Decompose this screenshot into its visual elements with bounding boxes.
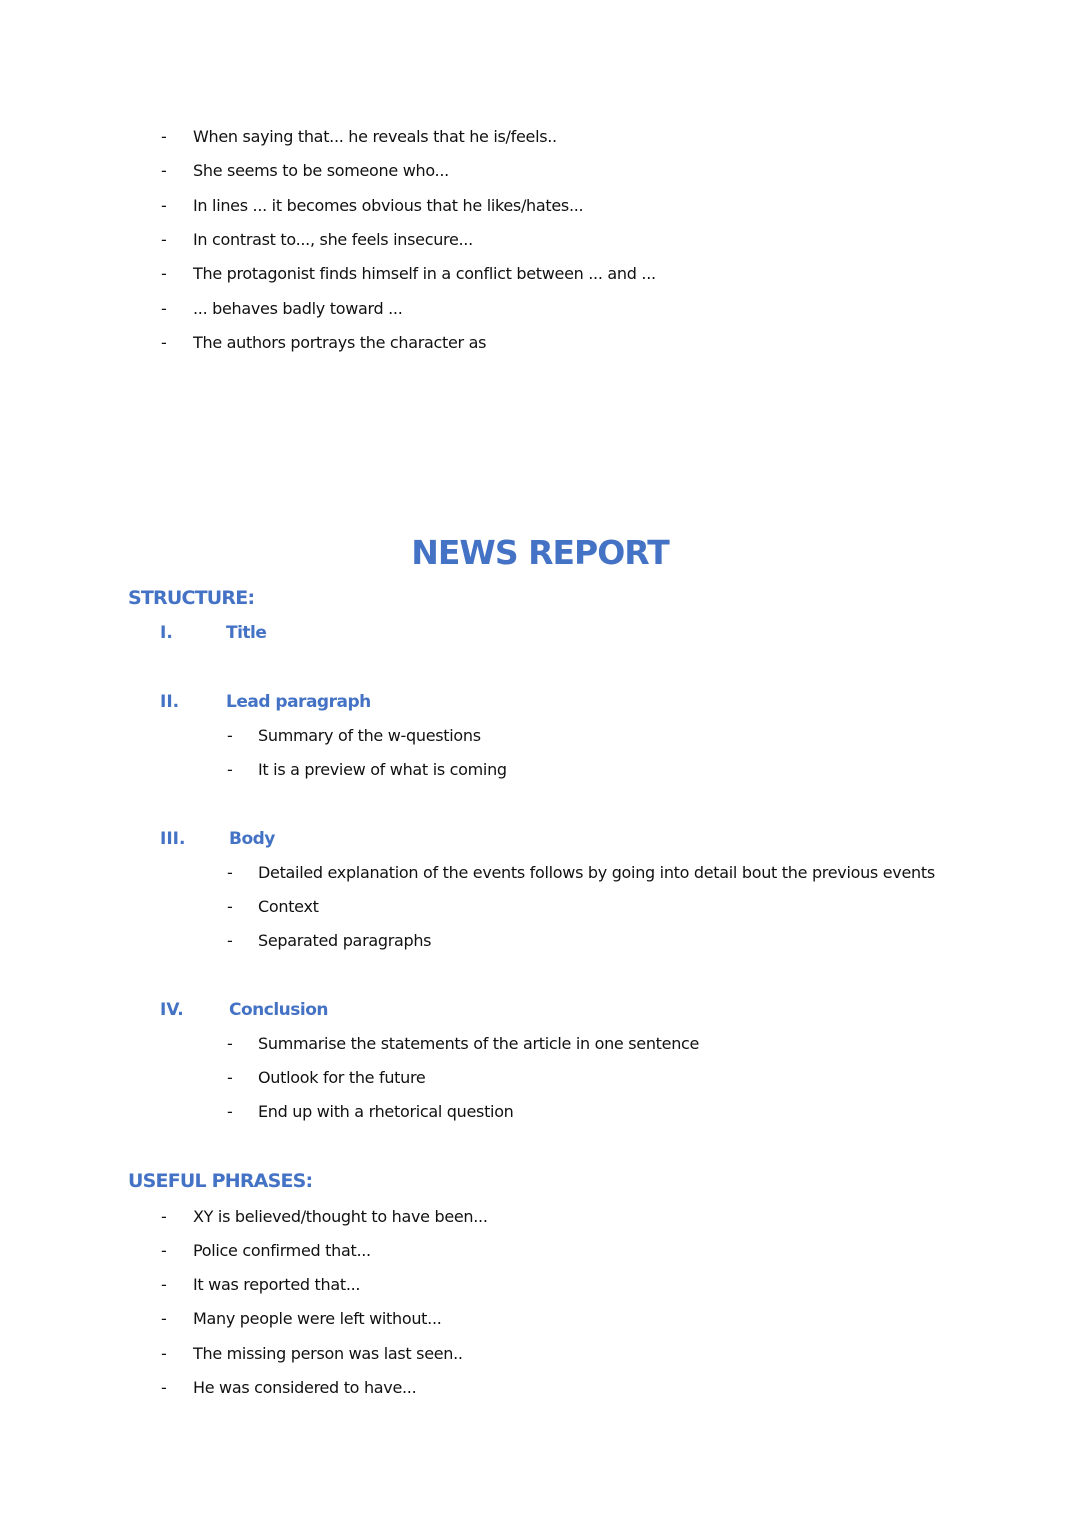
section-numeral: IV. xyxy=(160,1000,184,1020)
list-item: Outlook for the future xyxy=(258,1068,426,1087)
list-item: Summarise the statements of the article in one sentence xyxy=(258,1034,700,1053)
list-item: It was reported that... xyxy=(193,1275,361,1294)
list-item: The protagonist finds himself in a conflict between ... and ... xyxy=(193,264,656,283)
bullet-dash: - xyxy=(161,161,167,180)
list-item: ... behaves badly toward ... xyxy=(193,299,403,318)
list-item: The authors portrays the character as xyxy=(193,333,487,352)
section-title: Title xyxy=(226,623,267,643)
bullet-dash: - xyxy=(161,1309,167,1328)
bullet-dash: - xyxy=(227,1068,233,1087)
section-title: Lead paragraph xyxy=(226,692,371,712)
useful-phrases-heading: USEFUL PHRASES: xyxy=(128,1170,313,1192)
section-numeral: II. xyxy=(160,692,180,712)
list-item: XY is believed/thought to have been... xyxy=(193,1207,488,1226)
bullet-dash: - xyxy=(161,299,167,318)
section-title: Conclusion xyxy=(229,1000,328,1020)
bullet-dash: - xyxy=(227,760,233,779)
bullet-dash: - xyxy=(227,1034,233,1053)
bullet-dash: - xyxy=(161,196,167,215)
list-item: Context xyxy=(258,897,319,916)
section-title: Body xyxy=(229,829,275,849)
list-item: She seems to be someone who... xyxy=(193,161,449,180)
list-item: In lines ... it becomes obvious that he likes/hates... xyxy=(193,196,584,215)
structure-heading: STRUCTURE: xyxy=(128,587,255,609)
bullet-dash: - xyxy=(161,1378,167,1397)
list-item: Detailed explanation of the events follows by going into detail bout the previous events xyxy=(258,863,935,882)
section-numeral: I. xyxy=(160,623,173,643)
section-numeral: III. xyxy=(160,829,186,849)
page-title: NEWS REPORT xyxy=(411,533,669,572)
list-item: He was considered to have... xyxy=(193,1378,417,1397)
bullet-dash: - xyxy=(227,726,233,745)
bullet-dash: - xyxy=(161,127,167,146)
bullet-dash: - xyxy=(161,264,167,283)
list-item: Separated paragraphs xyxy=(258,931,432,950)
list-item: Summary of the w-questions xyxy=(258,726,481,745)
list-item: When saying that... he reveals that he is/feels.. xyxy=(193,127,557,146)
bullet-dash: - xyxy=(161,1275,167,1294)
list-item: In contrast to..., she feels insecure... xyxy=(193,230,473,249)
bullet-dash: - xyxy=(161,1344,167,1363)
bullet-dash: - xyxy=(227,1102,233,1121)
list-item: The missing person was last seen.. xyxy=(193,1344,463,1363)
bullet-dash: - xyxy=(161,333,167,352)
bullet-dash: - xyxy=(161,230,167,249)
bullet-dash: - xyxy=(227,897,233,916)
list-item: It is a preview of what is coming xyxy=(258,760,507,779)
bullet-dash: - xyxy=(227,931,233,950)
list-item: End up with a rhetorical question xyxy=(258,1102,514,1121)
list-item: Police confirmed that... xyxy=(193,1241,371,1260)
bullet-dash: - xyxy=(161,1241,167,1260)
bullet-dash: - xyxy=(227,863,233,882)
list-item: Many people were left without... xyxy=(193,1309,442,1328)
bullet-dash: - xyxy=(161,1207,167,1226)
